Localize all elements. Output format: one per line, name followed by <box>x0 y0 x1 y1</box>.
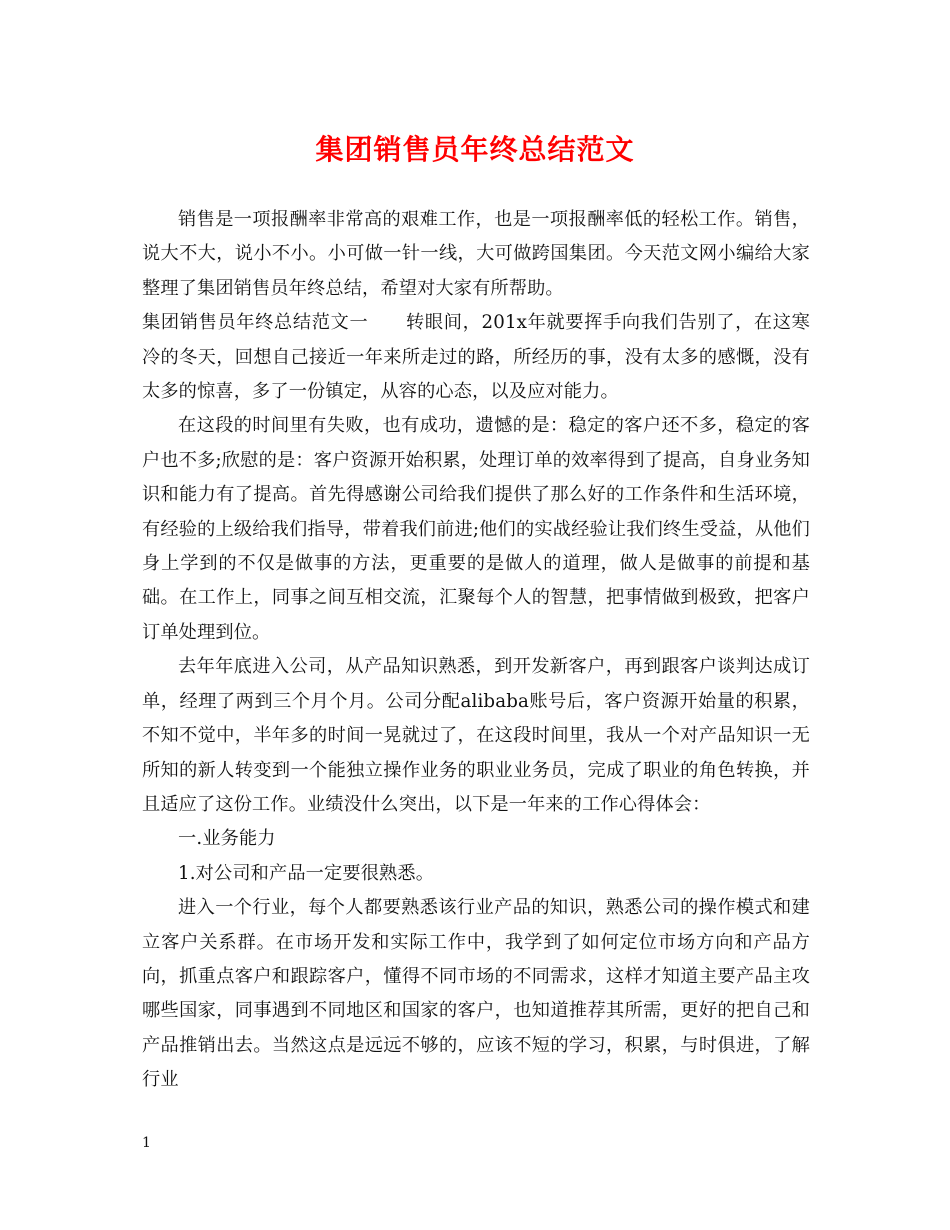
subheading-know-company-products: 1.对公司和产品一定要很熟悉。 <box>178 862 435 884</box>
paragraph-experience: 去年年底进入公司，从产品知识熟悉，到开发新客户，再到跟客户谈判达成订单，经理了两到三个月个月。公司分配alibaba账号后，客户资源开始量的积累，不知不觉中，半年多的时间一晃就过了，在这段时间里，我从一个对产品知识一无所知的新人转变到一个能独立操作业务的职业业务员，完成了职业的角色转换，并且适应了这份工作。业绩没什么突出，以下是一年来的工作心得体会： <box>142 656 810 815</box>
document-body <box>142 203 810 1098</box>
paragraph-gains-and-losses: 在这段的时间里有失败，也有成功，遗憾的是：稳定的客户还不多，稳定的客户也不多;欣慰的是：客户资源开始积累，处理订单的效率得到了提高，自身业务知识和能力有了提高。首先得感谢公司给我们提供了那么好的工作条件和生活环境，有经验的上级给我们指导，带着我们前进;他们的实战经验让我们终生受益，从他们身上学到的不仅是做事的方法，更重要的是做人的道理，做人是做事的前提和基础。在工作上，同事之间互相交流，汇聚每个人的智慧，把事情做到极致，把客户订单处理到位。 <box>142 415 810 643</box>
section-heading-business-ability: 一.业务能力 <box>178 828 276 850</box>
paragraph-intro: 销售是一项报酬率非常高的艰难工作，也是一项报酬率低的轻松工作。销售，说大不大，说小不小。小可做一针一线，大可做跨国集团。今天范文网小编给大家整理了集团销售员年终总结，希望对大家有所帮助。 <box>142 209 810 299</box>
paragraph-industry-knowledge: 进入一个行业，每个人都要熟悉该行业产品的知识，熟悉公司的操作模式和建立客户关系群。在市场开发和实际工作中，我学到了如何定位市场方向和产品方向，抓重点客户和跟踪客户，懂得不同市场的不同需求，这样才知道主要产品主攻哪些国家，同事遇到不同地区和国家的客户，也知道推荐其所需，更好的把自己和产品推销出去。当然这点是远远不够的，应该不短的学习，积累，与时俱进，了解行业 <box>142 897 810 1091</box>
page-number: 1 <box>142 1135 151 1151</box>
document-title: 集团销售员年终总结范文 <box>315 133 635 166</box>
paragraph-section-one-start: 集团销售员年终总结范文一 转眼间，201x年就要挥手向我们告别了，在这寒冷的冬天，回想自己接近一年来所走过的路，所经历的事，没有太多的感慨，没有太多的惊喜，多了一份镇定，从容的心态，以及应对能力。 <box>142 312 810 403</box>
